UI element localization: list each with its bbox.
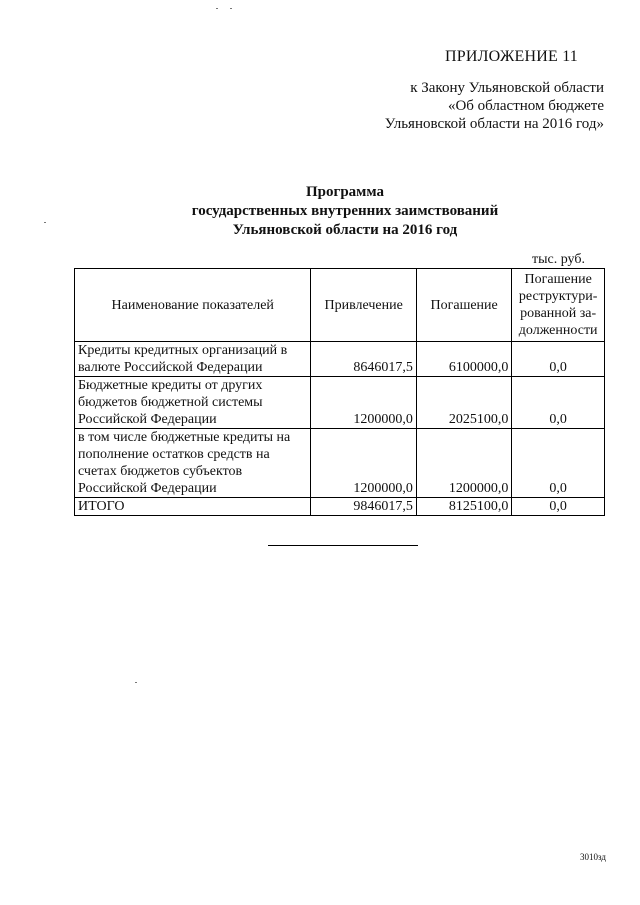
row-name: в том числе бюджетные кредиты на пополнение остатков средств на счетах бюджетов субъектов Российской Федерации bbox=[75, 429, 311, 498]
row-attract: 1200000,0 bbox=[311, 429, 417, 498]
document-code: 3010зд bbox=[580, 852, 606, 862]
row-name: Кредиты кредитных организаций в валюте Российской Федерации bbox=[75, 342, 311, 377]
scan-speck bbox=[44, 222, 46, 223]
row-restruct: 0,0 bbox=[512, 377, 605, 429]
table-row-total bbox=[75, 498, 605, 516]
program-title-line: Ульяновской области на 2016 год bbox=[232, 222, 458, 238]
appendix-line: «Об областном бюджете bbox=[447, 98, 604, 114]
appendix-line: Ульяновской области на 2016 год» bbox=[384, 116, 604, 132]
row-name: ИТОГО bbox=[75, 498, 311, 516]
scan-speck bbox=[230, 8, 232, 9]
header-attract: Привлечение bbox=[311, 269, 417, 342]
row-repay: 8125100,0 bbox=[416, 498, 511, 516]
row-restruct: 0,0 bbox=[512, 429, 605, 498]
table-row bbox=[75, 342, 605, 377]
row-attract: 1200000,0 bbox=[311, 377, 417, 429]
end-divider bbox=[268, 545, 418, 546]
appendix-line: к Закону Ульяновской области bbox=[410, 80, 604, 96]
header-repay: Погашение bbox=[416, 269, 511, 342]
table-row bbox=[75, 429, 605, 498]
program-title-line: Программа bbox=[306, 184, 384, 200]
table-row bbox=[75, 377, 605, 429]
row-repay: 2025100,0 bbox=[416, 377, 511, 429]
program-title-line: государственных внутренних заимствований bbox=[191, 203, 499, 219]
row-attract: 9846017,5 bbox=[311, 498, 417, 516]
borrowing-table bbox=[74, 268, 605, 516]
table-header-row bbox=[75, 269, 605, 342]
appendix-subtitle bbox=[385, 79, 604, 133]
appendix-title: ПРИЛОЖЕНИЕ 11 bbox=[444, 48, 578, 65]
scan-speck bbox=[216, 8, 218, 9]
row-restruct: 0,0 bbox=[512, 498, 605, 516]
row-repay: 6100000,0 bbox=[416, 342, 511, 377]
row-restruct: 0,0 bbox=[512, 342, 605, 377]
row-name: Бюджетные кредиты от других бюджетов бюджетной системы Российской Федерации bbox=[75, 377, 311, 429]
units-label: тыс. руб. bbox=[532, 252, 585, 267]
program-title bbox=[160, 183, 530, 240]
row-attract: 8646017,5 bbox=[311, 342, 417, 377]
header-name: Наименование показателей bbox=[75, 269, 311, 342]
row-repay: 1200000,0 bbox=[416, 429, 511, 498]
scan-speck bbox=[135, 682, 137, 683]
header-restruct: Погашение реструктури-рованной за-долженности bbox=[512, 269, 605, 342]
